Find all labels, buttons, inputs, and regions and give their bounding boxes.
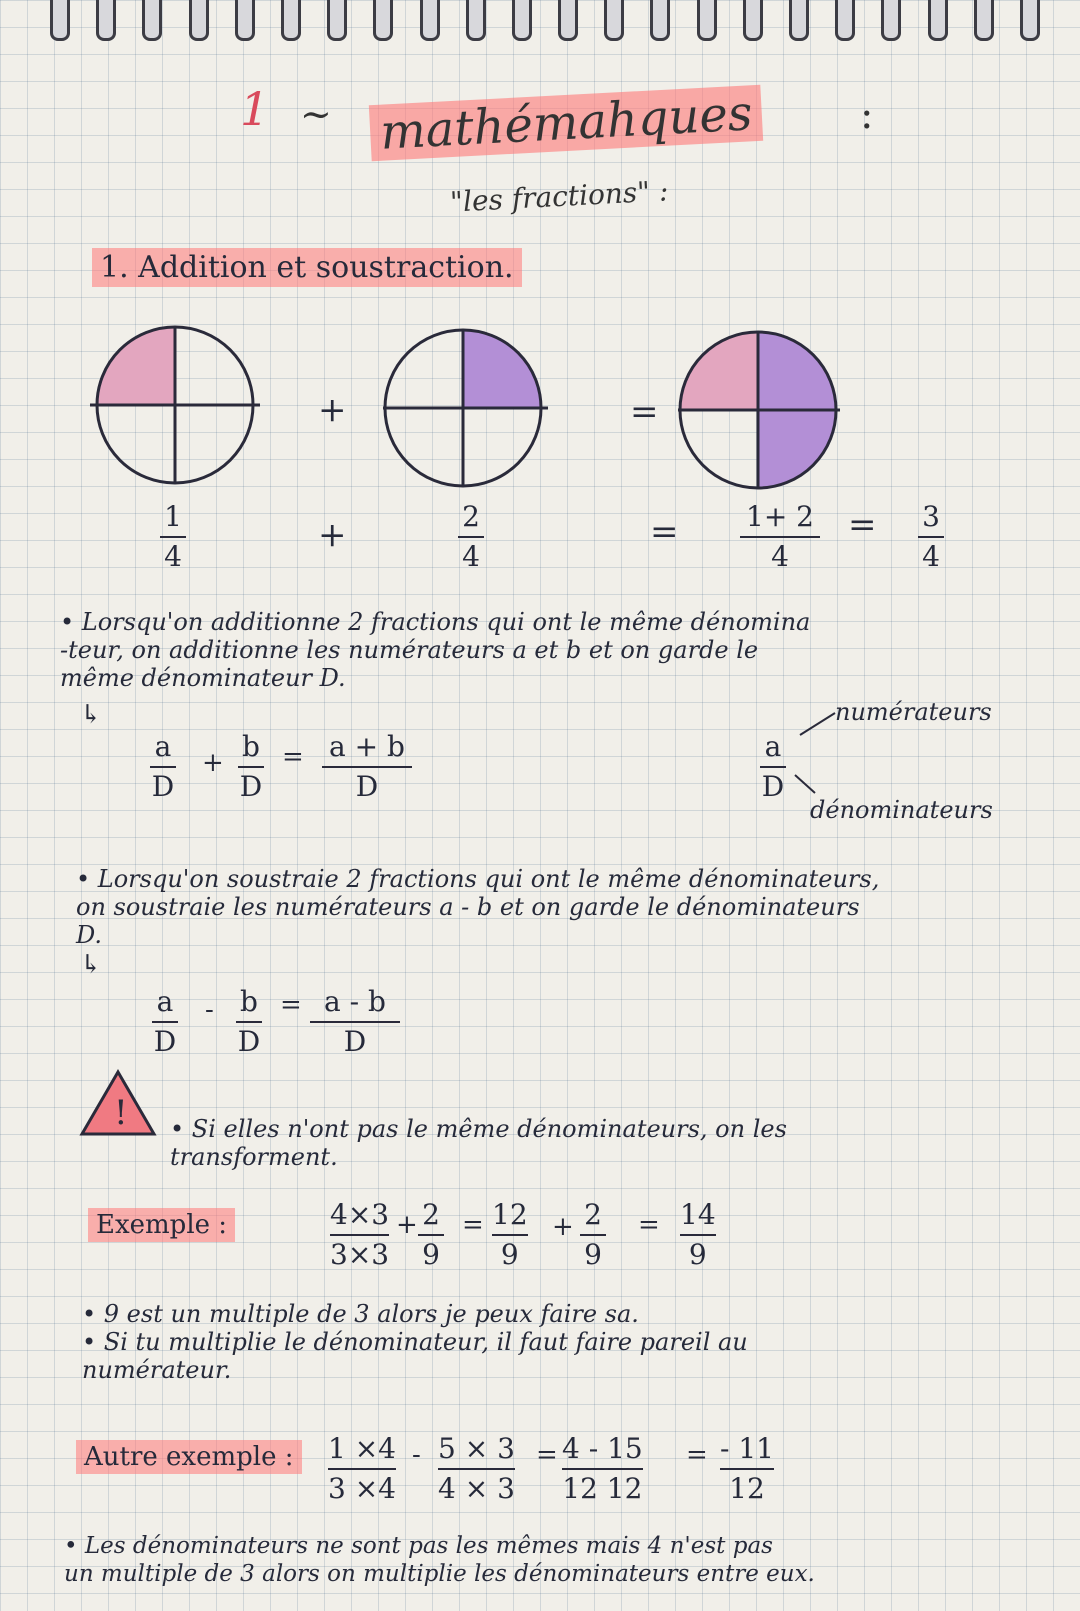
text-line: D. — [76, 921, 103, 949]
minus-sign: - — [412, 1440, 421, 1470]
circle-three-quarters — [670, 322, 870, 502]
equals-sign: = — [282, 742, 304, 772]
spiral-ring — [50, 0, 70, 41]
footer-note — [64, 1532, 1064, 1588]
section-title: 1. Addition et soustraction. — [92, 248, 522, 287]
spiral-ring — [512, 0, 532, 41]
denominator: 4 — [771, 540, 789, 573]
spiral-ring — [1020, 0, 1040, 41]
fraction-b-over-D: b D — [237, 985, 261, 1058]
plus-sign: + — [396, 1210, 418, 1240]
warning-text — [170, 1115, 1050, 1171]
equals-sign: = — [686, 1440, 708, 1470]
equals-sign: = — [638, 1210, 660, 1240]
fraction-result — [918, 500, 944, 574]
fraction-b-over-D: b D — [239, 730, 263, 803]
text-line: numérateur. — [82, 1356, 232, 1384]
spiral-ring — [789, 0, 809, 41]
fraction-diff-formula: a - b D — [310, 985, 400, 1059]
example-fraction: 5 × 3 4 × 3 — [438, 1432, 515, 1505]
example-fraction: 2 9 — [580, 1198, 606, 1272]
spiral-binding — [50, 0, 1040, 42]
arrow-icon: ↳ — [80, 700, 102, 730]
plus-sign: + — [318, 390, 347, 430]
denominator-label: dénominateurs — [810, 796, 993, 824]
text-line: -teur, on additionne les numérateurs a et b et on garde le — [60, 636, 759, 664]
spiral-ring — [974, 0, 994, 41]
spiral-ring — [281, 0, 301, 41]
text-line: même dénominateur D. — [60, 664, 346, 692]
spiral-ring — [235, 0, 255, 41]
notes — [82, 1300, 1042, 1384]
fraction-sum — [740, 500, 820, 574]
title-colon: : — [860, 92, 874, 138]
equals-sign: = — [536, 1440, 558, 1470]
equals-sign: = — [650, 512, 679, 552]
text-line: • Lorsqu'on additionne 2 fractions qui ont le même dénomina — [60, 608, 811, 636]
spiral-ring — [142, 0, 162, 41]
numerator: 3 — [922, 500, 940, 533]
text-line: un multiple de 3 alors on multiplie les dénominateurs entre eux. — [64, 1561, 815, 1587]
denominator: 4 — [462, 540, 480, 573]
minus-sign: - — [205, 995, 214, 1025]
fraction-a-over-D: a D — [151, 730, 175, 803]
fraction-one-quarter — [160, 500, 186, 574]
text-line: • Les dénominateurs ne sont pas les mêmes mais 4 n'est pas — [64, 1533, 773, 1559]
example-label: Autre exemple : — [76, 1440, 302, 1474]
plus-sign: + — [552, 1212, 574, 1242]
spiral-ring — [373, 0, 393, 41]
text-line: on soustraie les numérateurs a - b et on garde le dénominateurs — [76, 893, 860, 921]
text-line: • Si elles n'ont pas le même dénominateurs, on les — [170, 1115, 787, 1143]
arrow-icon: ↳ — [80, 950, 102, 980]
equals-sign: = — [462, 1210, 484, 1240]
spiral-ring — [743, 0, 763, 41]
spiral-ring — [835, 0, 855, 41]
example-fraction: 14 9 — [680, 1198, 716, 1271]
page-title: mathémahques — [369, 85, 764, 161]
spiral-ring — [420, 0, 440, 41]
warning-symbol: ! — [114, 1093, 128, 1133]
example-label: Exemple : — [88, 1208, 235, 1242]
text-line: • Si tu multiplie le dénominateur, il faut faire pareil au — [82, 1328, 748, 1356]
denominator: 4 — [922, 540, 940, 573]
numerator: 1+ 2 — [746, 500, 814, 533]
text-line: transforment. — [170, 1143, 338, 1171]
example-fraction: 1 ×4 3 ×4 — [328, 1432, 396, 1505]
equals-sign: = — [630, 392, 659, 432]
subtraction-rule — [76, 865, 1056, 949]
plus-sign: + — [202, 748, 224, 778]
spiral-ring — [881, 0, 901, 41]
example-fraction: 4×3 3×3 — [330, 1198, 390, 1271]
spiral-ring — [604, 0, 624, 41]
spiral-ring — [558, 0, 578, 41]
equals-sign: = — [848, 505, 877, 545]
spiral-ring — [96, 0, 116, 41]
spiral-ring — [189, 0, 209, 41]
text-line: • 9 est un multiple de 3 alors je peux faire sa. — [82, 1300, 639, 1328]
denominator: 4 — [164, 540, 182, 573]
plus-sign: + — [318, 515, 347, 555]
example-fraction: - 11 12 — [720, 1432, 774, 1505]
legend-fraction: a D — [761, 730, 785, 803]
numerator: 1 — [164, 500, 182, 533]
example-fraction: 2 9 — [418, 1198, 444, 1272]
warning-icon — [78, 1068, 158, 1138]
fraction-a-over-D: a D — [153, 985, 177, 1058]
spiral-ring — [650, 0, 670, 41]
circle-two-quarters — [378, 320, 578, 500]
addition-rule — [60, 608, 1050, 692]
numerator-label: numérateurs — [835, 698, 992, 726]
example-fraction: 4 - 15 12 12 — [562, 1432, 643, 1505]
numerator: 2 — [462, 500, 480, 533]
equals-sign: = — [280, 990, 302, 1020]
fraction-two-quarters — [458, 500, 484, 574]
page-subtitle: "les fractions" : — [449, 174, 670, 219]
example-fraction: 12 9 — [492, 1198, 528, 1271]
spiral-ring — [928, 0, 948, 41]
spiral-ring — [327, 0, 347, 41]
spiral-ring — [697, 0, 717, 41]
fraction-sum-formula: a + b D — [322, 730, 412, 804]
spiral-ring — [466, 0, 486, 41]
legend-arrows — [790, 705, 850, 800]
text-line: • Lorsqu'on soustraie 2 fractions qui ont le même dénominateurs, — [76, 865, 880, 893]
circle-one-quarter — [80, 320, 280, 500]
title-number: 1 — [240, 82, 270, 136]
title-tilde: ~ — [300, 92, 332, 136]
